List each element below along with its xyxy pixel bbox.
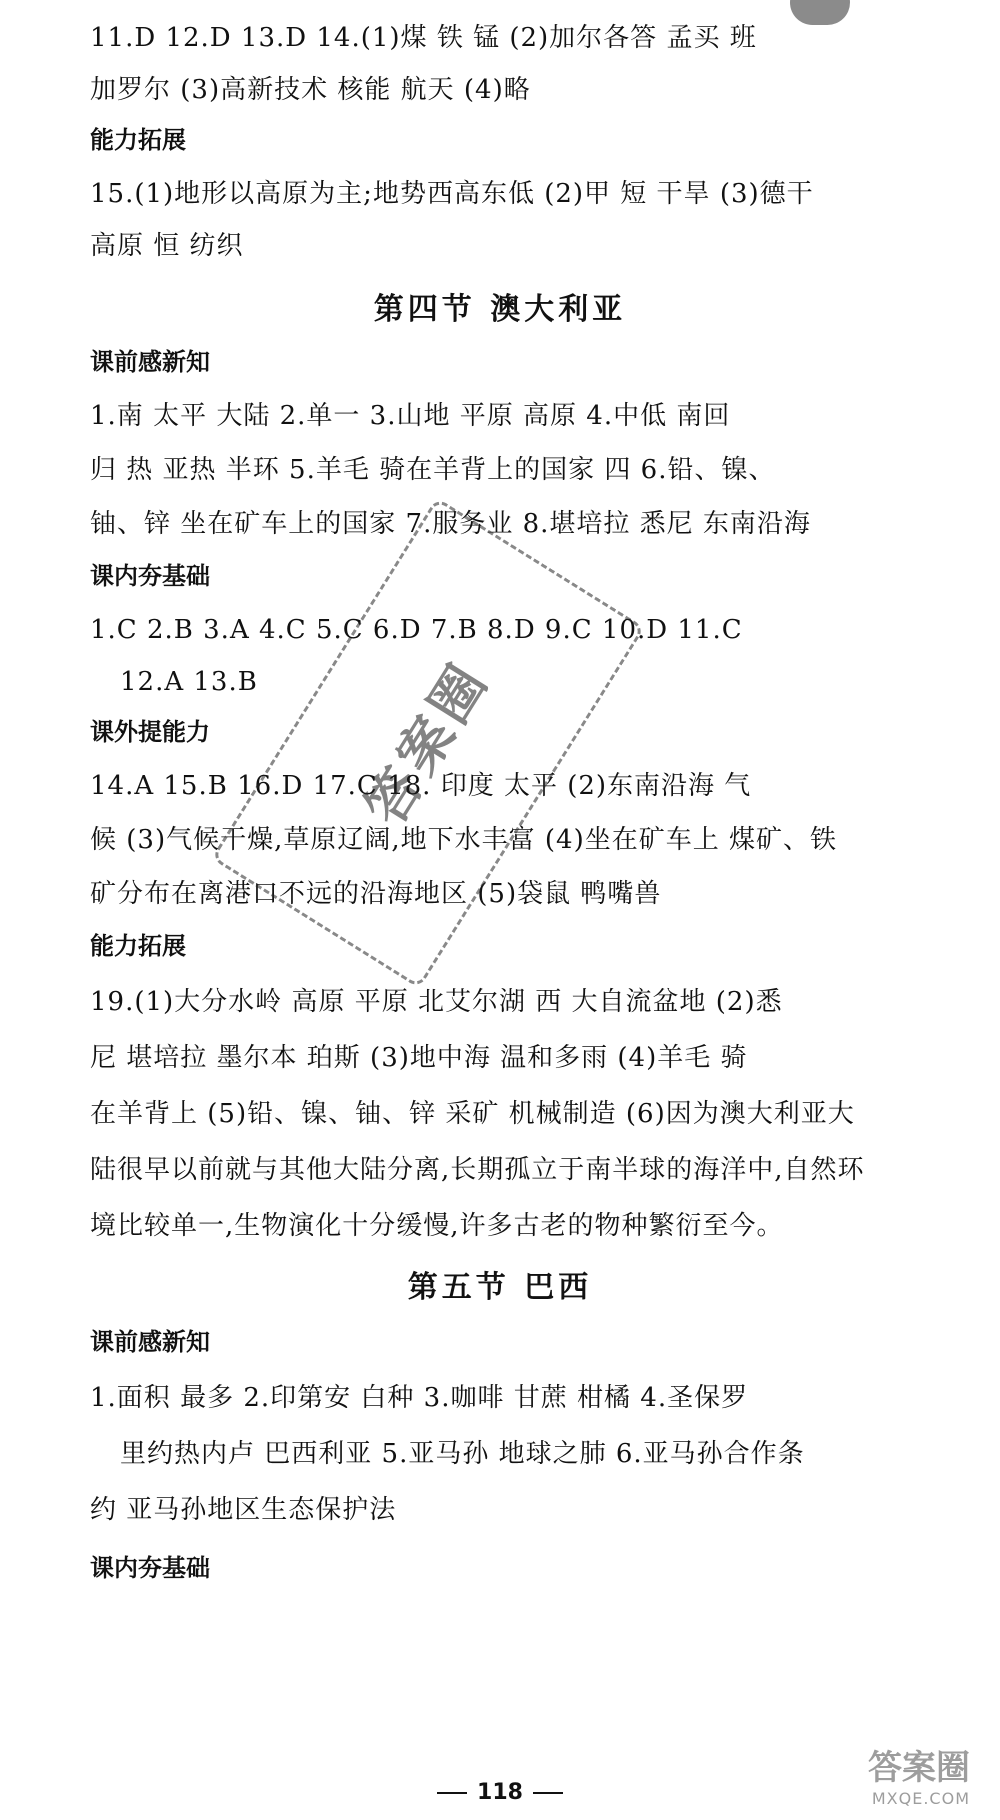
section-title: 第五节 巴西 bbox=[407, 1270, 593, 1305]
answer-line: 12.A 13.B bbox=[120, 667, 258, 697]
watermark-logo-text: 答案圈 bbox=[868, 1748, 970, 1788]
answer-line: 高原 恒 纺织 bbox=[90, 231, 244, 261]
answer-line: 陆很早以前就与其他大陆分离,长期孤立于南半球的海洋中,自然环 bbox=[90, 1155, 865, 1185]
answer-line: 境比较单一,生物演化十分缓慢,许多古老的物种繁衍至今。 bbox=[90, 1211, 784, 1241]
answer-line: 1.南 太平 大陆 2.单一 3.山地 平原 高原 4.中低 南回 bbox=[90, 401, 731, 431]
subheading: 课前感新知 bbox=[90, 348, 210, 376]
answer-line: 候 (3)气候干燥,草原辽阔,地下水丰富 (4)坐在矿车上 煤矿、铁 bbox=[90, 825, 837, 855]
answer-line: 14.A 15.B 16.D 17.C 18. 印度 太平 (2)东南沿海 气 bbox=[90, 771, 752, 801]
section-title: 第四节 澳大利亚 bbox=[373, 292, 627, 327]
answer-line: 约 亚马孙地区生态保护法 bbox=[90, 1495, 397, 1525]
answer-line: 19.(1)大分水岭 高原 平原 北艾尔湖 西 大自流盆地 (2)悉 bbox=[90, 987, 783, 1017]
subheading: 课前感新知 bbox=[90, 1328, 210, 1356]
answer-line: 归 热 亚热 半环 5.羊毛 骑在羊背上的国家 四 6.铅、镍、 bbox=[90, 455, 776, 485]
answer-line: 在羊背上 (5)铅、镍、铀、锌 采矿 机械制造 (6)因为澳大利亚大 bbox=[90, 1099, 855, 1129]
watermark-stamp: 答案圈 bbox=[211, 497, 645, 989]
dash-right bbox=[533, 1792, 563, 1794]
dash-left bbox=[437, 1792, 467, 1794]
answer-line: 15.(1)地形以高原为主;地势西高东低 (2)甲 短 干旱 (3)德干 bbox=[90, 179, 814, 209]
answer-line: 尼 堪培拉 墨尔本 珀斯 (3)地中海 温和多雨 (4)羊毛 骑 bbox=[90, 1043, 748, 1073]
answer-line: 11.D 12.D 13.D 14.(1)煤 铁 锰 (2)加尔各答 孟买 班 bbox=[90, 23, 757, 53]
subheading: 课内夯基础 bbox=[90, 1554, 210, 1582]
subheading: 课外提能力 bbox=[90, 718, 210, 746]
answer-line: 矿分布在离港口不远的沿海地区 (5)袋鼠 鸭嘴兽 bbox=[90, 879, 662, 909]
answer-line: 1.C 2.B 3.A 4.C 5.C 6.D 7.B 8.D 9.C 10.D 11.C bbox=[90, 615, 743, 645]
subheading: 课内夯基础 bbox=[90, 562, 210, 590]
subheading: 能力拓展 bbox=[90, 932, 186, 960]
watermark-logo bbox=[810, 1740, 970, 1810]
page-number-text: 118 bbox=[477, 1780, 523, 1805]
watermark-logo-sub: MXQE.COM bbox=[871, 1789, 970, 1808]
answer-line: 加罗尔 (3)高新技术 核能 航天 (4)略 bbox=[90, 75, 531, 105]
subheading: 能力拓展 bbox=[90, 126, 186, 154]
answer-line: 里约热内卢 巴西利亚 5.亚马孙 地球之肺 6.亚马孙合作条 bbox=[120, 1439, 805, 1469]
answer-line: 1.面积 最多 2.印第安 白种 3.咖啡 甘蔗 柑橘 4.圣保罗 bbox=[90, 1383, 749, 1413]
answer-line: 铀、锌 坐在矿车上的国家 7.服务业 8.堪培拉 悉尼 东南沿海 bbox=[90, 509, 811, 539]
